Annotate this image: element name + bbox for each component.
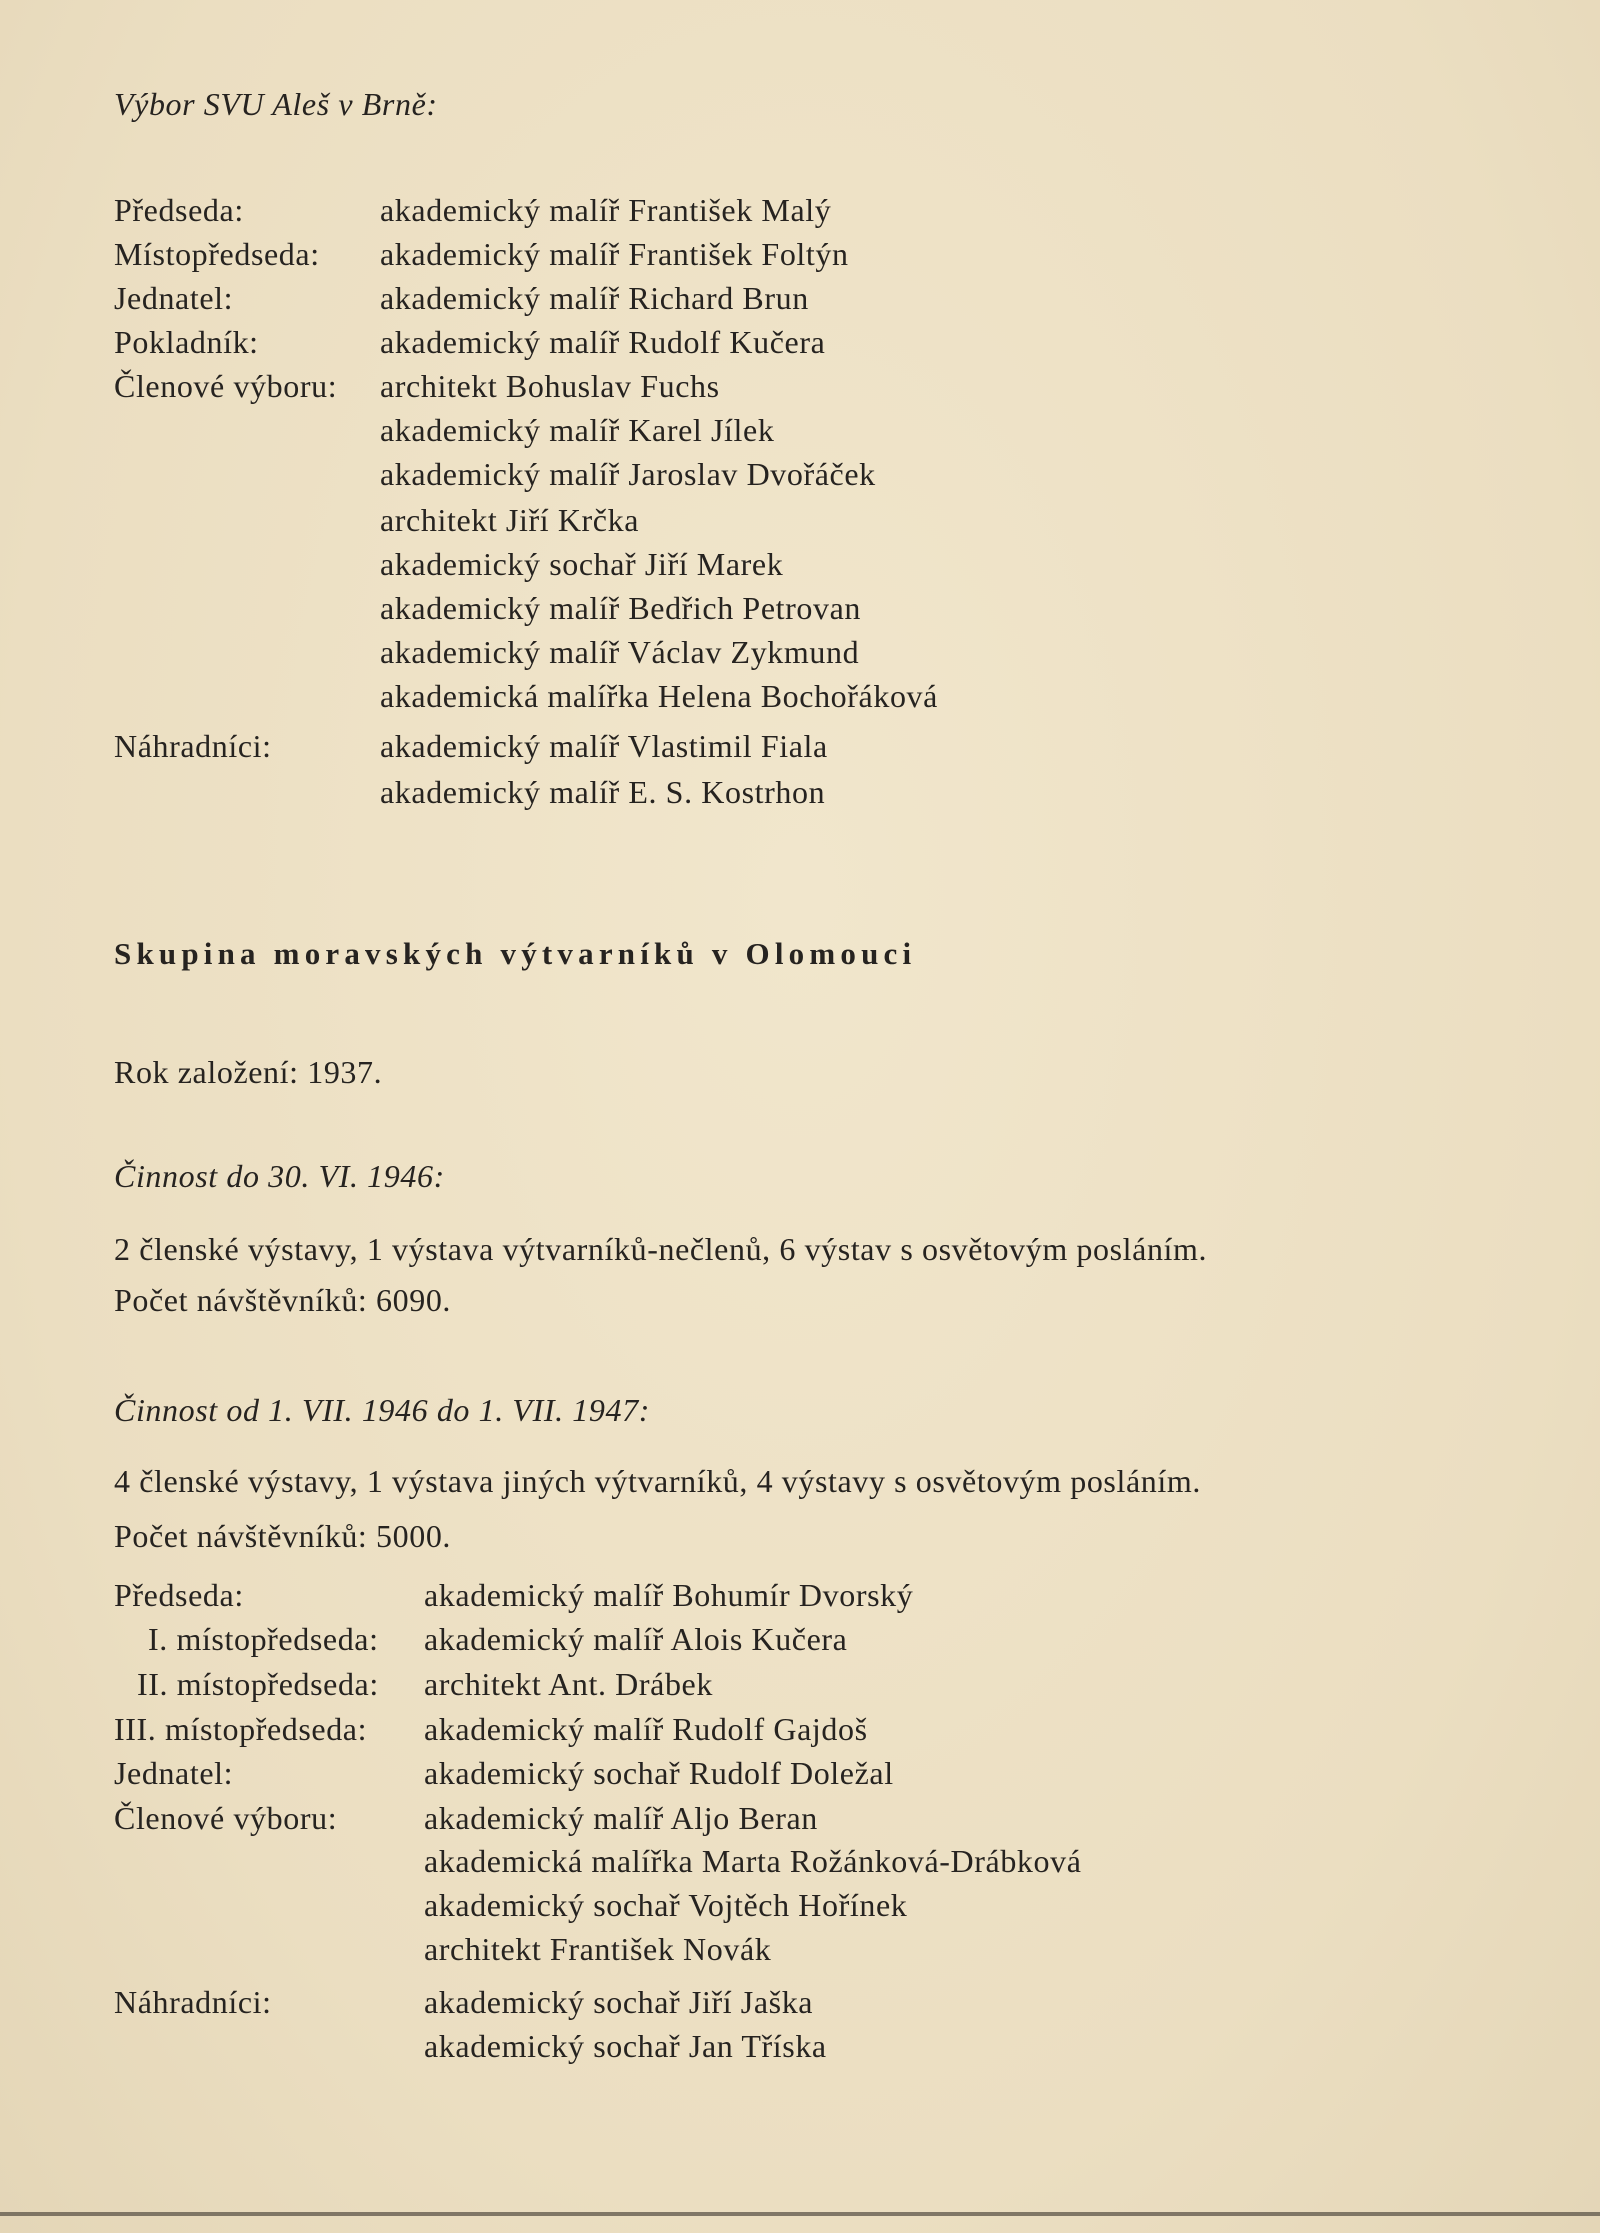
- row-label: Pokladník:: [114, 324, 259, 360]
- row-label: Členové výboru:: [114, 1800, 338, 1836]
- row-value: akademický malíř Bohumír Dvorský: [424, 1577, 914, 1613]
- row-value: akademický malíř Richard Brun: [380, 280, 809, 316]
- row-value: akademický malíř Jaroslav Dvořáček: [380, 456, 876, 492]
- row-label: Náhradníci:: [114, 728, 272, 764]
- founded-year: Rok založení: 1937.: [114, 1054, 383, 1090]
- period1-text: 2 členské výstavy, 1 výstava výtvarníků-nečlenů, 6 výstav s osvětovým posláním.: [114, 1231, 1208, 1267]
- row-value: akademický malíř František Foltýn: [380, 236, 849, 272]
- row-value: akademický malíř Aljo Beran: [424, 1800, 818, 1836]
- row-value: akademický malíř Rudolf Kučera: [380, 324, 826, 360]
- row-value: akademický sochař Jan Tříska: [424, 2028, 827, 2064]
- row-value: akademický malíř Alois Kučera: [424, 1621, 848, 1657]
- period2-visitors: Počet návštěvníků: 5000.: [114, 1518, 452, 1554]
- section-heading: Skupina moravských výtvarníků v Olomouci: [114, 936, 917, 971]
- row-value: akademický malíř Rudolf Gajdoš: [424, 1711, 868, 1747]
- row-label: Jednatel:: [114, 1755, 234, 1791]
- row-label: Předseda:: [114, 1577, 244, 1613]
- row-value: akademický malíř Karel Jílek: [380, 412, 775, 448]
- row-label: Členové výboru:: [114, 368, 338, 404]
- row-value: akademický sochař Jiří Jaška: [424, 1984, 814, 2020]
- row-label: III. místopředseda:: [114, 1711, 368, 1747]
- row-label: I. místopředseda:: [148, 1621, 379, 1657]
- page-edge-line: [0, 2212, 1600, 2216]
- row-label: Předseda:: [114, 192, 244, 228]
- committee-brno-title: Výbor SVU Aleš v Brně:: [114, 86, 438, 122]
- row-value: architekt Jiří Krčka: [380, 502, 639, 538]
- row-value: akademická malířka Helena Bochořáková: [380, 678, 938, 714]
- period2-title: Činnost od 1. VII. 1946 do 1. VII. 1947:: [114, 1392, 650, 1428]
- row-value: akademická malířka Marta Rožánková-Drábková: [424, 1843, 1082, 1879]
- row-value: architekt František Novák: [424, 1931, 772, 1967]
- period2-text: 4 členské výstavy, 1 výstava jiných výtvarníků, 4 výstavy s osvětovým posláním.: [114, 1463, 1201, 1499]
- row-value: akademický malíř Václav Zykmund: [380, 634, 860, 670]
- row-label: II. místopředseda:: [137, 1666, 379, 1702]
- row-value: architekt Ant. Drábek: [424, 1666, 713, 1702]
- row-value: architekt Bohuslav Fuchs: [380, 368, 720, 404]
- row-value: akademický malíř E. S. Kostrhon: [380, 774, 826, 810]
- row-value: akademický malíř Bedřich Petrovan: [380, 590, 861, 626]
- row-label: Místopředseda:: [114, 236, 320, 272]
- row-value: akademický sochař Vojtěch Hořínek: [424, 1887, 908, 1923]
- period1-title: Činnost do 30. VI. 1946:: [114, 1158, 445, 1194]
- row-value: akademický sochař Jiří Marek: [380, 546, 784, 582]
- row-value: akademický malíř František Malý: [380, 192, 832, 228]
- row-value: akademický malíř Vlastimil Fiala: [380, 728, 828, 764]
- row-label: Náhradníci:: [114, 1984, 272, 2020]
- row-value: akademický sochař Rudolf Doležal: [424, 1755, 894, 1791]
- period1-visitors: Počet návštěvníků: 6090.: [114, 1282, 452, 1318]
- row-label: Jednatel:: [114, 280, 234, 316]
